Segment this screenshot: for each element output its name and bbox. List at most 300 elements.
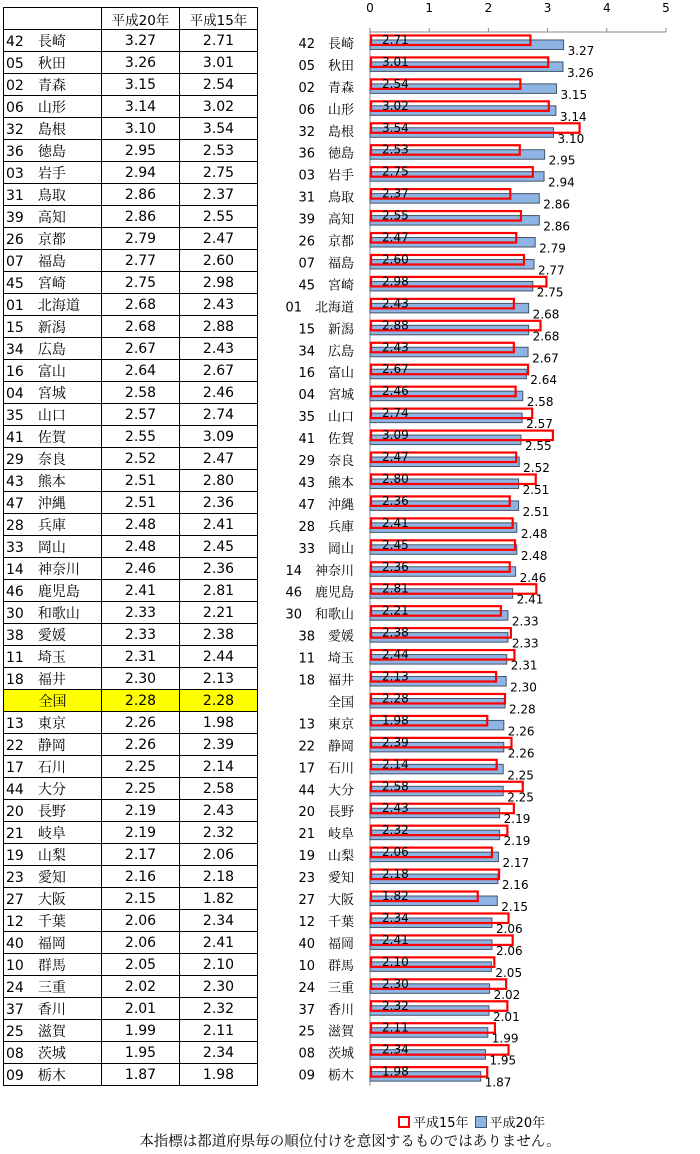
cell-h20: 2.64	[102, 360, 180, 382]
data-label-h15: 2.13	[382, 669, 409, 684]
cell-prefecture: 27 大阪	[4, 888, 102, 910]
cell-h15: 2.54	[180, 74, 258, 96]
category-label: 20 長野	[298, 805, 354, 821]
legend-swatch-h20	[475, 1116, 487, 1128]
cell-prefecture: 05 秋田	[4, 52, 102, 74]
category-label: 27 大阪	[298, 893, 354, 909]
cell-prefecture: 31 鳥取	[4, 184, 102, 206]
data-label-h15: 2.81	[382, 581, 409, 596]
category-label: 38 愛媛	[298, 629, 354, 645]
cell-h15: 2.10	[180, 954, 258, 976]
x-tick-label: 0	[366, 1, 374, 15]
cell-prefecture: 18 福井	[4, 668, 102, 690]
category-label: 40 福岡	[298, 936, 354, 952]
data-label-h15: 2.55	[382, 208, 409, 223]
cell-prefecture: 39 高知	[4, 206, 102, 228]
cell-h15: 2.43	[180, 800, 258, 822]
category-label: 42 長崎	[298, 36, 354, 52]
data-label-h20: 2.17	[502, 856, 530, 871]
cell-h15: 2.21	[180, 602, 258, 624]
category-label: 35 山口	[298, 410, 354, 426]
category-label: 全国	[327, 695, 354, 711]
header-h20: 平成20年	[102, 8, 180, 30]
data-label-h15: 2.74	[382, 406, 409, 421]
data-label-h15: 2.43	[382, 340, 409, 355]
cell-h15: 3.09	[180, 426, 258, 448]
data-label-h20: 2.41	[516, 592, 544, 607]
cell-h15: 3.54	[180, 118, 258, 140]
data-label-h15: 2.34	[382, 910, 409, 925]
cell-h20: 2.25	[102, 778, 180, 800]
data-label-h15: 2.53	[382, 142, 409, 157]
cell-h20: 2.41	[102, 580, 180, 602]
cell-h20: 2.86	[102, 206, 180, 228]
cell-h20: 2.77	[102, 250, 180, 272]
cell-prefecture: 12 千葉	[4, 910, 102, 932]
cell-h20: 2.52	[102, 448, 180, 470]
data-label-h20: 2.33	[511, 636, 539, 651]
data-label-h20: 2.51	[522, 504, 550, 519]
data-label-h20: 2.68	[532, 307, 560, 322]
data-label-h15: 3.01	[382, 54, 409, 69]
data-label-h20: 2.75	[536, 285, 564, 300]
cell-prefecture: 04 宮城	[4, 382, 102, 404]
cell-prefecture: 40 福岡	[4, 932, 102, 954]
data-label-h15: 2.36	[382, 493, 409, 508]
cell-h15: 1.98	[180, 712, 258, 734]
data-label-h15: 2.39	[382, 735, 409, 750]
cell-h15: 2.41	[180, 932, 258, 954]
data-label-h20: 2.25	[507, 768, 534, 783]
cell-h15: 2.43	[180, 338, 258, 360]
category-label: 34 広島	[298, 344, 354, 360]
data-label-h15: 2.11	[382, 1020, 409, 1035]
category-label: 01 北海道	[285, 300, 354, 316]
data-label-h15: 2.41	[382, 515, 409, 530]
data-label-h20: 3.14	[559, 109, 587, 124]
data-label-h15: 2.98	[382, 274, 409, 289]
cell-prefecture: 14 神奈川	[4, 558, 102, 580]
data-label-h15: 2.80	[382, 471, 409, 486]
data-label-h20: 2.86	[543, 219, 571, 234]
data-label-h20: 2.52	[523, 461, 550, 476]
category-label: 11 埼玉	[298, 651, 354, 667]
data-label-h20: 2.58	[526, 395, 554, 410]
category-label: 43 熊本	[298, 475, 354, 491]
category-label: 15 新潟	[298, 322, 354, 338]
cell-h20: 3.10	[102, 118, 180, 140]
data-label-h15: 2.18	[382, 867, 409, 882]
legend-label-h20: 平成20年	[489, 1116, 546, 1131]
data-label-h15: 2.43	[382, 801, 409, 816]
cell-prefecture: 23 愛知	[4, 866, 102, 888]
data-label-h15: 2.32	[382, 823, 409, 838]
cell-h15: 2.75	[180, 162, 258, 184]
cell-h15: 2.45	[180, 536, 258, 558]
data-label-h20: 2.77	[537, 263, 565, 278]
cell-prefecture: 07 福島	[4, 250, 102, 272]
cell-prefecture: 46 鹿児島	[4, 580, 102, 602]
data-label-h20: 2.06	[495, 921, 523, 936]
data-label-h20: 1.87	[484, 1075, 512, 1090]
data-label-h15: 2.10	[382, 954, 409, 969]
cell-h15: 2.67	[180, 360, 258, 382]
cell-h15: 2.60	[180, 250, 258, 272]
data-label-h20: 2.86	[543, 197, 571, 212]
data-label-h20: 2.05	[495, 965, 523, 980]
data-label-h15: 2.14	[382, 757, 409, 772]
cell-prefecture: 42 長崎	[4, 30, 102, 52]
x-tick-label: 1	[425, 1, 434, 15]
cell-h15: 2.32	[180, 822, 258, 844]
cell-h20: 2.25	[102, 756, 180, 778]
data-label-h15: 2.47	[382, 230, 409, 245]
cell-h15: 2.14	[180, 756, 258, 778]
data-label-h20: 2.02	[493, 987, 521, 1002]
data-label-h15: 2.36	[382, 559, 409, 574]
cell-h20: 2.79	[102, 228, 180, 250]
cell-h15: 2.58	[180, 778, 258, 800]
cell-h20: 2.33	[102, 624, 180, 646]
cell-prefecture: 45 宮崎	[4, 272, 102, 294]
cell-h20: 2.57	[102, 404, 180, 426]
cell-h20: 2.19	[102, 822, 180, 844]
cell-h15: 2.74	[180, 404, 258, 426]
category-label: 19 山梨	[298, 849, 354, 865]
cell-h20: 2.68	[102, 294, 180, 316]
cell-prefecture: 19 山梨	[4, 844, 102, 866]
category-label: 24 三重	[298, 980, 354, 996]
cell-prefecture: 21 岐阜	[4, 822, 102, 844]
cell-h20: 2.05	[102, 954, 180, 976]
category-label: 18 福井	[298, 673, 354, 689]
cell-h20: 3.15	[102, 74, 180, 96]
cell-h20: 2.51	[102, 470, 180, 492]
cell-h15: 2.32	[180, 998, 258, 1020]
category-label: 28 兵庫	[298, 519, 354, 535]
chart-legend	[398, 1112, 551, 1131]
data-label-h20: 2.67	[532, 351, 559, 366]
data-label-h15: 2.54	[382, 76, 409, 91]
data-label-h15: 2.60	[382, 252, 409, 267]
data-label-h15: 2.75	[382, 164, 409, 179]
cell-h20: 2.68	[102, 316, 180, 338]
cell-h15: 2.47	[180, 228, 258, 250]
category-label: 36 徳島	[298, 146, 354, 162]
category-label: 26 京都	[298, 234, 354, 250]
cell-h15: 2.06	[180, 844, 258, 866]
cell-h20: 2.51	[102, 492, 180, 514]
cell-prefecture: 36 徳島	[4, 140, 102, 162]
legend-swatch-h15	[398, 1116, 410, 1128]
cell-h20: 2.48	[102, 536, 180, 558]
cell-h20: 1.87	[102, 1064, 180, 1086]
data-label-h20: 1.95	[489, 1053, 517, 1068]
cell-h20: 2.28	[102, 690, 180, 712]
cell-h15: 2.53	[180, 140, 258, 162]
data-label-h20: 2.95	[548, 153, 576, 168]
data-label-h20: 2.57	[526, 417, 553, 432]
legend-label-h15: 平成15年	[413, 1116, 469, 1131]
category-label: 06 山形	[298, 102, 354, 118]
cell-h20: 3.26	[102, 52, 180, 74]
data-label-h15: 2.21	[382, 603, 409, 618]
cell-prefecture: 47 沖縄	[4, 492, 102, 514]
data-label-h15: 2.46	[382, 384, 409, 399]
cell-h20: 1.95	[102, 1042, 180, 1064]
cell-h15: 2.34	[180, 910, 258, 932]
legend-item-h20	[475, 1112, 546, 1131]
cell-prefecture: 09 栃木	[4, 1064, 102, 1086]
cell-h20: 2.06	[102, 910, 180, 932]
cell-h15: 2.43	[180, 294, 258, 316]
data-label-h20: 2.55	[524, 439, 552, 454]
legend-item-h15	[398, 1112, 469, 1131]
cell-prefecture: 02 青森	[4, 74, 102, 96]
cell-h15: 2.98	[180, 272, 258, 294]
cell-h15: 2.36	[180, 558, 258, 580]
data-label-h20: 2.48	[520, 526, 548, 541]
cell-h15: 2.44	[180, 646, 258, 668]
cell-prefecture: 32 島根	[4, 118, 102, 140]
category-label: 37 香川	[298, 1002, 354, 1018]
cell-prefecture: 17 石川	[4, 756, 102, 778]
data-label-h20: 2.26	[507, 724, 535, 739]
data-label-h20: 3.10	[557, 131, 585, 146]
data-label-h20: 2.33	[511, 614, 539, 629]
cell-prefecture: 26 京都	[4, 228, 102, 250]
data-label-h15: 2.71	[382, 32, 409, 47]
category-label: 16 富山	[298, 366, 354, 382]
category-label: 46 鹿児島	[285, 585, 354, 601]
category-label: 17 石川	[298, 761, 354, 777]
cell-h15: 2.55	[180, 206, 258, 228]
cell-prefecture: 38 愛媛	[4, 624, 102, 646]
data-label-h15: 2.38	[382, 625, 409, 640]
data-label-h20: 2.48	[520, 548, 548, 563]
category-label: 13 東京	[298, 717, 354, 733]
data-label-h15: 2.28	[382, 691, 409, 706]
cell-h20: 2.67	[102, 338, 180, 360]
category-label: 10 群馬	[298, 958, 354, 974]
data-label-h20: 2.01	[492, 1009, 520, 1024]
data-label-h15: 1.98	[382, 1064, 409, 1079]
cell-prefecture: 44 大分	[4, 778, 102, 800]
data-label-h20: 3.15	[560, 87, 588, 102]
cell-h20: 2.48	[102, 514, 180, 536]
category-label: 12 千葉	[298, 914, 354, 930]
category-label: 23 愛知	[298, 871, 354, 887]
data-label-h20: 2.94	[548, 175, 575, 190]
data-label-h15: 1.98	[382, 713, 409, 728]
cell-h15: 2.13	[180, 668, 258, 690]
cell-h20: 2.58	[102, 382, 180, 404]
x-tick-label: 5	[662, 1, 670, 15]
cell-prefecture: 22 静岡	[4, 734, 102, 756]
cell-prefecture: 37 香川	[4, 998, 102, 1020]
data-label-h20: 2.16	[501, 878, 529, 893]
cell-prefecture: 15 新潟	[4, 316, 102, 338]
cell-prefecture: 29 奈良	[4, 448, 102, 470]
cell-prefecture: 41 佐賀	[4, 426, 102, 448]
cell-prefecture: 25 滋賀	[4, 1020, 102, 1042]
cell-h15: 2.11	[180, 1020, 258, 1042]
x-tick-label: 2	[484, 1, 493, 15]
category-label: 21 岐阜	[298, 827, 354, 843]
data-label-h20: 2.19	[503, 834, 531, 849]
data-label-h15: 2.37	[382, 186, 409, 201]
footnote: 本指標は都道府県毎の順位付けを意図するものではありません。	[139, 1134, 561, 1150]
data-label-h15: 2.34	[382, 1042, 409, 1057]
category-label: 45 宮崎	[298, 278, 354, 294]
data-label-h15: 3.54	[382, 120, 409, 135]
cell-h15: 2.80	[180, 470, 258, 492]
data-label-h20: 2.46	[519, 570, 547, 585]
data-label-h20: 2.79	[539, 241, 566, 256]
cell-h20: 2.15	[102, 888, 180, 910]
cell-h15: 3.01	[180, 52, 258, 74]
cell-h20: 2.75	[102, 272, 180, 294]
cell-h20: 2.55	[102, 426, 180, 448]
data-label-h20: 2.51	[522, 482, 550, 497]
data-label-h20: 2.25	[507, 790, 534, 805]
data-label-h15: 2.41	[382, 932, 409, 947]
category-label: 32 島根	[298, 124, 354, 140]
data-label-h20: 3.26	[566, 65, 594, 80]
data-label-h15: 3.09	[382, 428, 409, 443]
data-label-h15: 2.47	[382, 450, 409, 465]
cell-h20: 2.01	[102, 998, 180, 1020]
category-label: 04 宮城	[298, 388, 354, 404]
category-label: 33 岡山	[298, 541, 354, 557]
category-label: 31 鳥取	[298, 190, 354, 206]
category-label: 47 沖縄	[298, 497, 354, 513]
cell-prefecture: 08 茨城	[4, 1042, 102, 1064]
cell-h15: 1.82	[180, 888, 258, 910]
data-label-h20: 2.15	[501, 900, 528, 915]
cell-prefecture: 28 兵庫	[4, 514, 102, 536]
cell-prefecture: 10 群馬	[4, 954, 102, 976]
cell-prefecture: 43 熊本	[4, 470, 102, 492]
cell-h15: 2.37	[180, 184, 258, 206]
x-tick-label: 4	[602, 1, 611, 15]
header-h15: 平成15年	[180, 8, 258, 30]
cell-prefecture: 35 山口	[4, 404, 102, 426]
data-label-h15: 2.88	[382, 318, 409, 333]
data-label-h20: 1.99	[491, 1031, 519, 1046]
cell-h15: 2.38	[180, 624, 258, 646]
data-label-h15: 2.43	[382, 296, 409, 311]
cell-prefecture: 24 三重	[4, 976, 102, 998]
data-label-h20: 2.31	[510, 658, 538, 673]
cell-h20: 2.94	[102, 162, 180, 184]
data-label-h20: 2.64	[530, 373, 558, 388]
category-label: 41 佐賀	[298, 432, 354, 448]
cell-h15: 2.34	[180, 1042, 258, 1064]
cell-h15: 2.81	[180, 580, 258, 602]
category-label: 02 青森	[298, 80, 354, 96]
data-label-h20: 2.28	[508, 702, 536, 717]
cell-h20: 2.30	[102, 668, 180, 690]
cell-prefecture: 34 広島	[4, 338, 102, 360]
cell-h15: 2.28	[180, 690, 258, 712]
cell-h20: 2.86	[102, 184, 180, 206]
cell-h15: 2.39	[180, 734, 258, 756]
data-label-h15: 2.58	[382, 779, 409, 794]
data-label-h20: 3.27	[567, 43, 595, 58]
cell-h15: 3.02	[180, 96, 258, 118]
cell-h20: 2.26	[102, 734, 180, 756]
cell-h15: 2.18	[180, 866, 258, 888]
category-label: 25 滋賀	[298, 1024, 354, 1040]
cell-prefecture: 30 和歌山	[4, 602, 102, 624]
cell-h20: 1.99	[102, 1020, 180, 1042]
cell-prefecture: 13 東京	[4, 712, 102, 734]
category-label: 07 福島	[298, 256, 354, 272]
cell-prefecture: 33 岡山	[4, 536, 102, 558]
cell-h15: 1.98	[180, 1064, 258, 1086]
cell-h15: 2.46	[180, 382, 258, 404]
cell-h15: 2.36	[180, 492, 258, 514]
category-label: 29 奈良	[298, 454, 354, 470]
cell-h15: 2.30	[180, 976, 258, 998]
cell-prefecture: 06 山形	[4, 96, 102, 118]
cell-prefecture: 03 岩手	[4, 162, 102, 184]
data-label-h15: 2.45	[382, 537, 409, 552]
cell-prefecture: 20 長野	[4, 800, 102, 822]
cell-h20: 2.06	[102, 932, 180, 954]
cell-prefecture: 01 北海道	[4, 294, 102, 316]
category-label: 05 秋田	[298, 58, 354, 74]
cell-h15: 2.88	[180, 316, 258, 338]
cell-h20: 2.33	[102, 602, 180, 624]
data-label-h15: 2.67	[382, 362, 409, 377]
data-label-h20: 2.26	[507, 746, 535, 761]
category-label: 44 大分	[298, 783, 354, 799]
cell-h20: 2.95	[102, 140, 180, 162]
cell-h20: 2.16	[102, 866, 180, 888]
data-label-h20: 2.06	[495, 943, 523, 958]
category-label: 39 高知	[298, 212, 354, 228]
cell-h20: 2.26	[102, 712, 180, 734]
data-label-h15: 2.06	[382, 845, 409, 860]
cell-prefecture: 全国	[4, 690, 102, 712]
cell-h20: 2.46	[102, 558, 180, 580]
cell-h15: 2.41	[180, 514, 258, 536]
data-label-h15: 3.02	[382, 98, 409, 113]
x-tick-label: 3	[543, 1, 552, 15]
data-label-h20: 2.68	[532, 329, 560, 344]
category-label: 03 岩手	[298, 168, 354, 184]
data-label-h15: 2.30	[382, 976, 409, 991]
category-label: 14 神奈川	[285, 563, 354, 579]
category-label: 08 茨城	[298, 1046, 354, 1062]
cell-h15: 2.47	[180, 448, 258, 470]
cell-h20: 2.31	[102, 646, 180, 668]
data-label-h15: 2.32	[382, 998, 409, 1013]
cell-h20: 3.27	[102, 30, 180, 52]
data-label-h20: 2.19	[503, 812, 531, 827]
cell-prefecture: 11 埼玉	[4, 646, 102, 668]
category-label: 09 栃木	[298, 1068, 354, 1084]
cell-h20: 2.02	[102, 976, 180, 998]
cell-prefecture: 16 富山	[4, 360, 102, 382]
cell-h20: 2.19	[102, 800, 180, 822]
cell-h15: 2.71	[180, 30, 258, 52]
category-label: 22 静岡	[298, 739, 354, 755]
category-label: 30 和歌山	[285, 607, 354, 623]
data-label-h15: 1.82	[382, 889, 409, 904]
